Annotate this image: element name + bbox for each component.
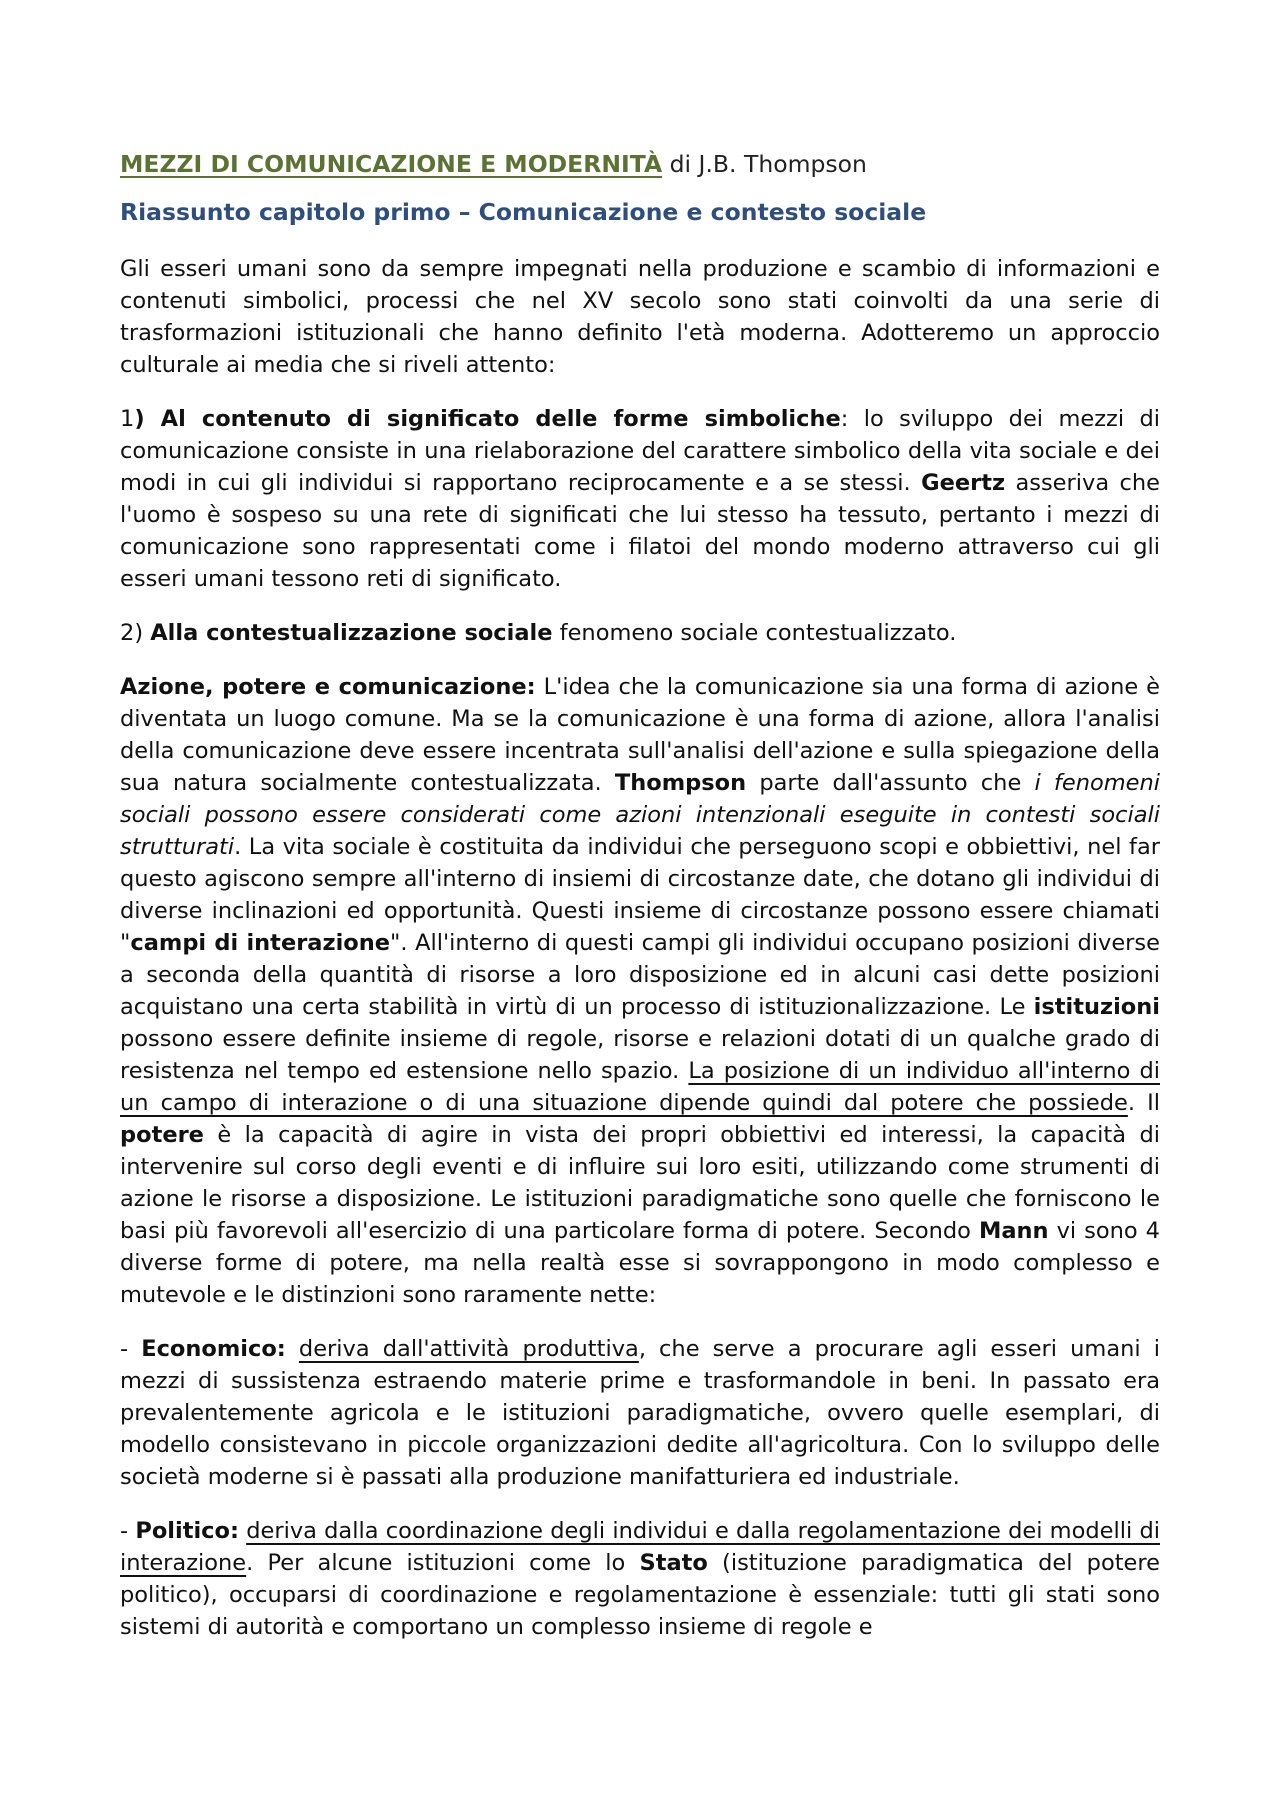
term-politico: Politico: xyxy=(135,1518,239,1544)
name-geertz: Geertz xyxy=(921,470,1006,496)
space xyxy=(286,1336,299,1362)
section-heading: Azione, potere e comunicazione: xyxy=(120,674,536,700)
paragraph-economico xyxy=(120,1333,1160,1493)
document-title xyxy=(120,147,1160,181)
point-heading: ) Al contenuto di significato delle forme simboliche xyxy=(134,406,841,432)
paragraph-text: , che serve a procurare agli esseri umani i mezzi di sussistenza estraendo materie prime e trasformandole in beni. In passato era prevalentemente agricola e le istituzioni paradigmatiche, ovvero quelle esemplari, di modello consistevano in piccole organizzazioni dedite all'agricoltura. Con lo sviluppo delle società moderne si è passati alla produzione manifatturiera ed industriale. xyxy=(120,1336,1160,1490)
paragraph-text: fenomeno sociale contestualizzato. xyxy=(552,620,957,646)
paragraph-text: L'idea che la comunicazione sia una forma di azione è diventata un luogo comune. Ma se la comunicazione è una forma di azione, allora l'analisi della comunicazione deve essere incentrata sull'analisi dell'azione e sulla spiegazione della sua natura socialmente contestualizzata. xyxy=(120,674,1160,796)
name-thompson: Thompson xyxy=(614,770,747,796)
paragraph-text: . La vita sociale è costituita da individui che perseguono scopi e obbiettivi, nel far questo agiscono sempre all'interno di insiemi di circostanze date, che dotano gli individui di diverse inclinazioni ed opportunità. Questi insieme di circostanze possono essere chiamati " xyxy=(120,834,1160,956)
term-economico: Economico: xyxy=(141,1336,286,1362)
term-potere: potere xyxy=(120,1122,204,1148)
title-main: MEZZI DI COMUNICAZIONE E MODERNITÀ xyxy=(120,150,663,178)
term-istituzioni: istituzioni xyxy=(1033,994,1160,1020)
point-number: 1 xyxy=(120,406,135,432)
paragraph-text: ". All'interno di questi campi gli individui occupano posizioni diverse a seconda della quantità di risorse a loro disposizione ed in alcuni casi dette posizioni acquistano una certa stabilità in virtù di un processo di istituzionalizzazione. Le xyxy=(120,930,1160,1020)
paragraph-text: possono essere definite insieme di regole, risorse e relazioni dotati di un qualche grado di resistenza nel tempo ed estensione nello spazio. xyxy=(120,1026,1160,1084)
paragraph-point-2 xyxy=(120,617,1160,649)
paragraph-intro: Gli esseri umani sono da sempre impegnati nella produzione e scambio di informazioni e contenuti simbolici, processi che nel XV secolo sono stati coinvolti da una serie di trasformazioni istituzionali che hanno definito l'età moderna. Adotteremo un approccio culturale ai media che si riveli attento: xyxy=(120,256,1160,378)
paragraph-politico xyxy=(120,1515,1160,1643)
term-stato: Stato xyxy=(639,1550,708,1576)
paragraph-text: vi sono 4 diverse forme di potere, ma nella realtà esse si sovrappongono in modo complesso e mutevole e le distinzioni sono raramente nette: xyxy=(120,1218,1160,1308)
list-dash: - xyxy=(120,1518,136,1544)
paragraph-azione-potere xyxy=(120,671,1160,1311)
paragraph-text: (istituzione paradigmatica del potere politico), occuparsi di coordinazione e regolamentazione è essenziale: tutti gli stati sono sistemi di autorità e comportano un complesso insieme di regole e xyxy=(120,1550,1160,1640)
paragraph-point-1 xyxy=(120,403,1160,595)
paragraph-text: parte dall'assunto che xyxy=(746,770,1035,796)
underlined-phrase: deriva dall'attività produttiva xyxy=(298,1336,639,1362)
list-dash: - xyxy=(120,1336,142,1362)
chapter-subtitle: Riassunto capitolo primo – Comunicazione e contesto sociale xyxy=(120,198,927,226)
paragraph-text: asseriva che l'uomo è sospeso su una rete di significati che lui stesso ha tessuto, pertanto i mezzi di comunicazione sono rappresentati come i filatoi del mondo moderno attraverso cui gli esseri umani tessono reti di significato. xyxy=(120,470,1160,592)
italic-quote: i fenomeni sociali possono essere considerati come azioni intenzionali eseguite in contesti sociali strutturati xyxy=(120,770,1160,860)
term-campi: campi di interazione xyxy=(130,930,391,956)
underlined-phrase: deriva dalla coordinazione degli individui e dalla regolamentazione dei modelli di interazione xyxy=(120,1518,1160,1576)
paragraph-text: è la capacità di agire in vista dei propri obbiettivi ed interessi, la capacità di intervenire sul corso degli eventi e di influire sui loro esiti, utilizzando come strumenti di azione le risorse a disposizione. Le istituzioni paradigmatiche sono quelle che forniscono le basi più favorevoli all'esercizio di una particolare forma di potere. Secondo xyxy=(120,1122,1160,1244)
name-mann: Mann xyxy=(978,1218,1049,1244)
point-heading: Alla contestualizzazione sociale xyxy=(150,620,553,646)
document-page xyxy=(120,147,1160,1665)
point-number: 2) xyxy=(120,620,151,646)
paragraph-text: . Il xyxy=(1127,1090,1160,1116)
underlined-sentence: La posizione di un individuo all'interno di un campo di interazione o di una situazione dipende quindi dal potere che possiede xyxy=(120,1058,1160,1116)
paragraph-text: : lo sviluppo dei mezzi di comunicazione consiste in una rielaborazione del carattere simbolico della vita sociale e dei modi in cui gli individui si rapportano reciprocamente e a se stessi. xyxy=(120,406,1161,496)
title-author: di J.B. Thompson xyxy=(662,150,867,178)
paragraph-text: . Per alcune istituzioni come lo xyxy=(246,1550,640,1576)
